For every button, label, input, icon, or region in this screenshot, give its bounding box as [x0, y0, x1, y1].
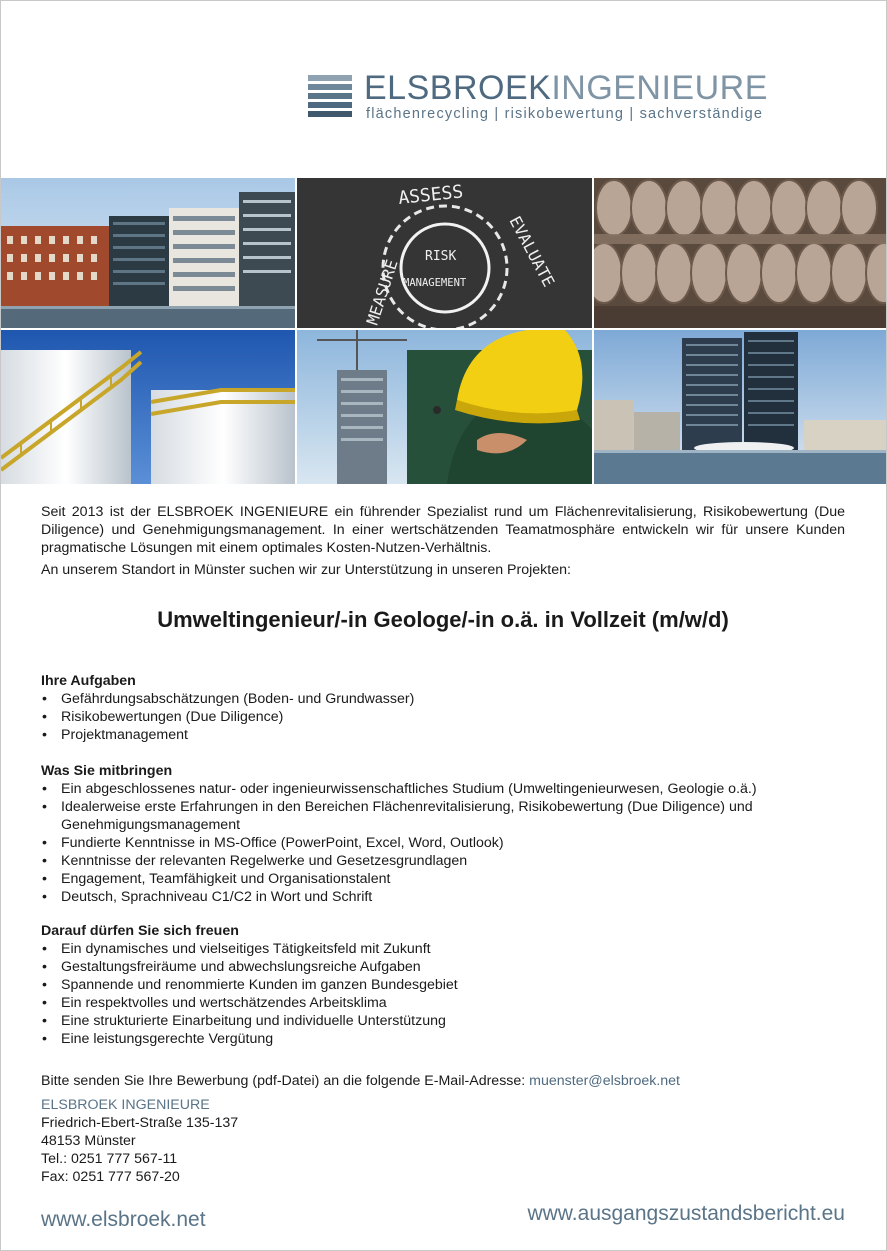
requirements-list — [41, 780, 841, 906]
logo-mark-icon — [308, 75, 352, 119]
list-item: • Projektmanagement — [41, 726, 841, 744]
risk-word-management: MANAGEMENT — [403, 277, 467, 289]
list-item: • Engagement, Teamfähigkeit und Organisationstalent — [41, 870, 841, 888]
contact-address — [41, 1096, 238, 1186]
photo-risk-management-chalkboard — [297, 178, 592, 328]
list-item: • Ein dynamisches und vielseitiges Tätigkeitsfeld mit Zukunft — [41, 940, 841, 958]
address-city: 48153 Münster — [41, 1133, 136, 1149]
photo-modern-towers — [594, 330, 886, 484]
section-benefits — [41, 922, 841, 1048]
photo-storage-tanks — [1, 330, 295, 484]
intro-text — [41, 503, 845, 579]
tasks-list — [41, 690, 841, 744]
intro-paragraph-1: Seit 2013 ist der ELSBROEK INGENIEURE ein führender Spezialist rund um Flächenrevitalisierung, Risikobewertung (Due Diligence) und Genehmigungsmanagement. In einer wertschätzenden Teamatmosphäre entwickeln wir für unsere Kunden pragmatische Lösungen mit einem optimales Kosten-Nutzen-Verhältnis. — [41, 504, 845, 556]
footer-report-website-link[interactable]: www.ausgangszustandsbericht.eu — [527, 1202, 845, 1225]
photo-collage — [1, 178, 886, 484]
job-title: Umweltingenieur/-in Geologe/-in o.ä. in Vollzeit (m/w/d) — [157, 607, 729, 632]
list-item: • Eine strukturierte Einarbeitung und individuelle Unterstützung — [41, 1012, 841, 1030]
section-heading: Ihre Aufgaben — [41, 673, 136, 689]
photo-construction-helmet — [297, 330, 592, 484]
apply-text: Bitte senden Sie Ihre Bewerbung (pdf-Datei) an die folgende E-Mail-Adresse: — [41, 1073, 530, 1089]
section-heading: Was Sie mitbringen — [41, 763, 173, 779]
section-heading: Darauf dürfen Sie sich freuen — [41, 923, 239, 939]
footer-website-link[interactable]: www.elsbroek.net — [41, 1208, 206, 1231]
logo-tagline: flächenrecycling | risikobewertung | sachverständige — [366, 106, 764, 122]
address-company: ELSBROEK INGENIEURE — [41, 1097, 210, 1113]
risk-word-measure: MEASURE — [362, 257, 402, 328]
section-requirements — [41, 762, 841, 906]
photo-screw-conveyor — [594, 178, 886, 328]
list-item: • Gefährdungsabschätzungen (Boden- und Grundwasser) — [41, 690, 841, 708]
benefits-list — [41, 940, 841, 1048]
list-item: • Spannende und renommierte Kunden im ganzen Bundesgebiet — [41, 976, 841, 994]
list-item: • Risikobewertungen (Due Diligence) — [41, 708, 841, 726]
logo-name-part1: ELSBROEK — [364, 69, 552, 107]
company-logo — [308, 69, 838, 124]
list-item: • Ein abgeschlossenes natur- oder ingenieurwissenschaftliches Studium (Umweltingenieurwesen, Geologie o.ä.) — [41, 780, 841, 798]
photo-harbour-buildings — [1, 178, 295, 328]
risk-word-risk: RISK — [425, 249, 457, 264]
risk-word-assess: ASSESS — [397, 181, 465, 209]
application-instructions — [41, 1073, 680, 1089]
section-tasks — [41, 672, 841, 744]
list-item: • Ein respektvolles und wertschätzendes Arbeitsklima — [41, 994, 841, 1012]
logo-name-part2: INGENIEURE — [551, 69, 768, 107]
list-item: • Idealerweise erste Erfahrungen in den Bereichen Flächenrevitalisierung, Risikobewertung (Due Diligence) und Genehmigungsmanagement — [41, 798, 841, 834]
list-item: • Gestaltungsfreiräume und abwechslungsreiche Aufgaben — [41, 958, 841, 976]
list-item: • Kenntnisse der relevanten Regelwerke und Gesetzesgrundlagen — [41, 852, 841, 870]
list-item: • Deutsch, Sprachniveau C1/C2 in Wort und Schrift — [41, 888, 841, 906]
logo-wordmark — [364, 70, 768, 106]
address-fax: Fax: 0251 777 567-20 — [41, 1169, 180, 1185]
address-phone: Tel.: 0251 777 567-11 — [41, 1151, 178, 1167]
list-item: • Eine leistungsgerechte Vergütung — [41, 1030, 841, 1048]
intro-paragraph-2: An unserem Standort in Münster suchen wir zur Unterstützung in unseren Projekten: — [41, 562, 571, 578]
address-street: Friedrich-Ebert-Straße 135-137 — [41, 1115, 239, 1131]
email-link[interactable]: muenster@elsbroek.net — [529, 1073, 681, 1089]
risk-word-evaluate: EVALUATE — [505, 212, 559, 290]
list-item: • Fundierte Kenntnisse in MS-Office (PowerPoint, Excel, Word, Outlook) — [41, 834, 841, 852]
